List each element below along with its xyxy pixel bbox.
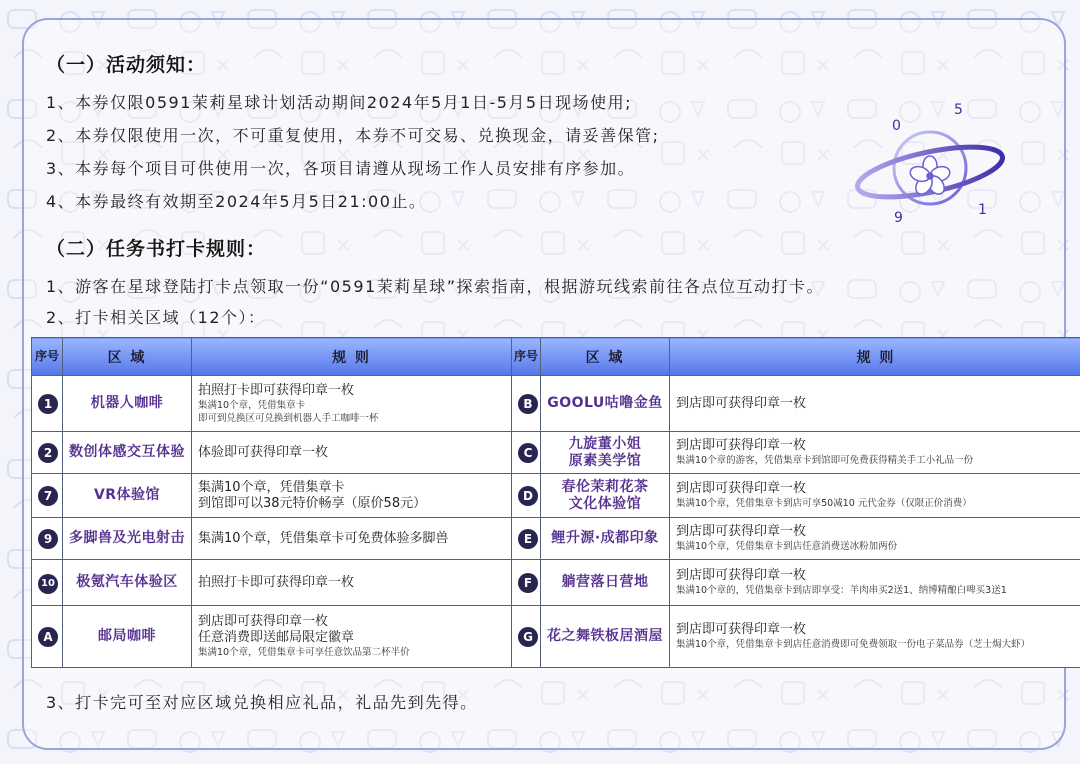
rule-note-text: 集满10个章，凭借集章卡到店任意消费送冰粉加两份 [676,541,898,552]
rule-note-text: 集满10个章，凭借集章卡 [198,399,306,411]
area-number-cell [32,432,63,474]
rule-note-text: 集满10个章的，凭借集章卡到店即享受：羊肉串买2送1、纳博精酿白啤买3送1 [676,585,1007,596]
rule-note-text: 集满10个章的游客，凭借集章卡到馆即可免费获得精美手工小礼品一份 [676,455,974,466]
rule-note-text: 即可到兑换区可兑换到机器人手工咖啡一杯 [198,412,379,424]
planet-logo-icon [850,96,1010,226]
area-number-badge: D [518,486,538,506]
area-name: 多脚兽及光电射击 [63,518,192,560]
table-row [32,432,1080,474]
logo-digit-5: 5 [954,102,963,118]
rule-note-text: 集满10个章，凭借集章卡可享任意饮品第二杯半价 [198,647,410,658]
table-row [32,518,1080,560]
logo-digit-0: 0 [892,118,901,134]
area-number-badge: C [518,443,538,463]
rule-main-text: 体验即可获得印章一枚 [198,444,329,460]
area-name: 机器人咖啡 [63,376,192,432]
area-name: 邮局咖啡 [63,606,192,668]
table-row [32,606,1080,668]
area-rule [192,560,512,606]
area-rule [670,376,1080,432]
area-rule [670,432,1080,474]
rule-main-text: 到店即可获得印章一枚 [676,438,807,453]
area-number-cell [32,474,63,518]
rule-main-text: 到店即可获得印章一枚 [676,524,807,539]
rule-main-text: 集满10个章，凭借集章卡 到馆即可以38元特价畅享（原价58元） [198,479,427,511]
notice-line-1: 1、本券仅限0591茉莉星球计划活动期间2024年5月1日-5月5日现场使用; [46,93,633,112]
area-number-cell [512,518,541,560]
area-number-cell [32,518,63,560]
area-number-badge: E [518,529,538,549]
area-number-badge: 9 [38,529,58,549]
table-header-row [32,338,1080,376]
section2-title: （二）任务书打卡规则： [46,238,267,260]
logo-digit-9: 9 [894,210,903,226]
area-number-cell [512,606,541,668]
area-number-cell [512,474,541,518]
notice-line-2: 2、本券仅限使用一次，不可重复使用，本券不可交易、兑换现金，请妥善保管; [46,126,660,145]
area-number-cell [32,376,63,432]
rule-main-text: 拍照打卡即可获得印章一枚 [198,382,355,398]
area-number-cell [32,560,63,606]
section1-title: （一）活动须知： [46,54,207,76]
logo-digit-1: 1 [978,202,987,218]
rule-main-text: 到店即可获得印章一枚 任意消费即送邮局限定徽章 [198,614,355,645]
rule-line-2: 2、打卡相关区域（12个）： [46,308,266,327]
area-number-badge: B [518,394,538,414]
area-rule [192,606,512,668]
area-rule [192,376,512,432]
area-number-cell [512,432,541,474]
area-number-badge: 7 [38,486,58,506]
area-rule [670,560,1080,606]
area-rule [670,474,1080,518]
area-name: 鲤升源·成都印象 [541,518,670,560]
area-rule [192,432,512,474]
area-name: 躺营落日营地 [541,560,670,606]
rule-main-text: 拍照打卡即可获得印章一枚 [198,574,355,590]
header-rule: 规 则 [670,338,1080,376]
area-rule [670,518,1080,560]
header-rule: 规 则 [192,338,512,376]
area-number-cell [32,606,63,668]
area-rule [192,474,512,518]
area-name: VR体验馆 [63,474,192,518]
rule-main-text: 到店即可获得印章一枚 [676,395,807,411]
header-area: 区 域 [63,338,192,376]
area-name: GOOLU咕噜金鱼 [541,376,670,432]
rule-note-text: 集满10个章，凭借集章卡到店任意消费即可免费领取一份电子菜品券（芝士焗大虾） [676,639,1031,650]
area-name: 九旋董小姐 原素美学馆 [541,432,670,474]
area-rule [192,518,512,560]
table-row [32,474,1080,518]
area-number-cell [512,560,541,606]
rule-line-3: 3、打卡完可至对应区域兑换相应礼品，礼品先到先得。 [46,693,478,712]
rule-main-text: 到店即可获得印章一枚 [676,568,807,583]
rule-main-text: 到店即可获得印章一枚 [676,481,807,496]
notice-line-3: 3、本券每个项目可供使用一次，各项目请遵从现场工作人员安排有序参加。 [46,159,636,178]
area-number-badge: 10 [38,574,58,594]
rule-line-1: 1、游客在星球登陆打卡点领取一份“0591茉莉星球”探索指南，根据游玩线索前往各点位互动打卡。 [46,277,824,296]
area-name: 花之舞铁板居酒屋 [541,606,670,668]
notice-line-4: 4、本券最终有效期至2024年5月5日21:00止。 [46,192,427,211]
table-row [32,376,1080,432]
area-number-badge: A [38,627,58,647]
area-number-badge: G [518,627,538,647]
area-name: 春伦茉莉花茶 文化体验馆 [541,474,670,518]
area-number-cell [512,376,541,432]
header-no: 序号 [32,338,63,376]
area-name: 数创体感交互体验 [63,432,192,474]
area-number-badge: F [518,573,538,593]
header-area: 区 域 [541,338,670,376]
rule-main-text: 集满10个章，凭借集章卡可免费体验多脚兽 [198,530,449,546]
checkin-areas-table [31,337,1080,668]
area-name: 极氪汽车体验区 [63,560,192,606]
area-number-badge: 2 [38,443,58,463]
header-no: 序号 [512,338,541,376]
table-row [32,560,1080,606]
area-number-badge: 1 [38,394,58,414]
area-rule [670,606,1080,668]
rule-note-text: 集满10个章，凭借集章卡到店可享50减10 元代金券（仅限正价消费） [676,498,972,509]
rule-main-text: 到店即可获得印章一枚 [676,622,807,637]
